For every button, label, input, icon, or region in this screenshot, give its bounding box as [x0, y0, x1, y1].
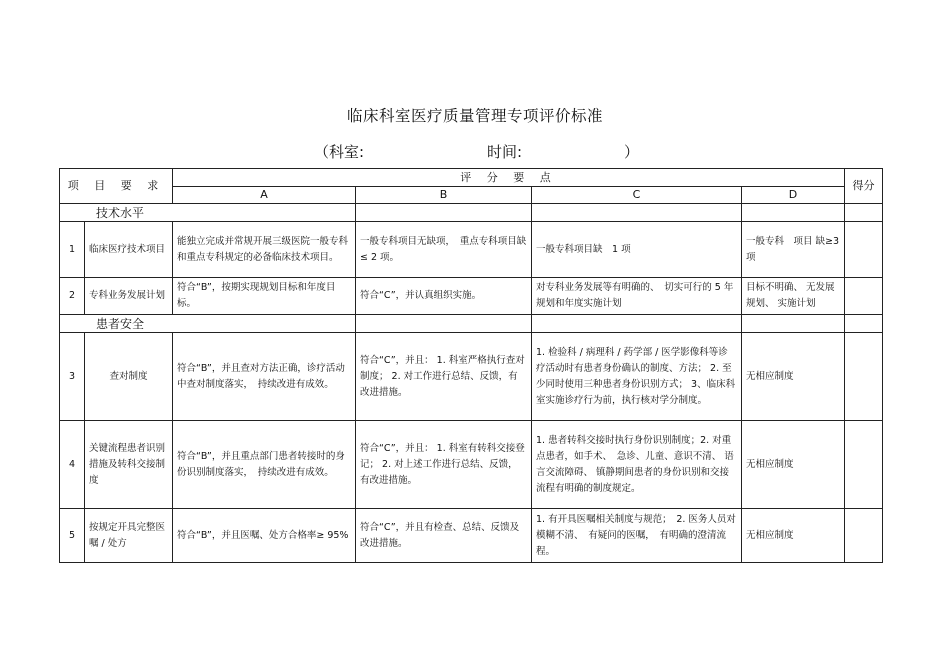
- row-number: 3: [60, 333, 85, 421]
- score-cell[interactable]: [845, 509, 883, 563]
- evaluation-table: [59, 168, 883, 563]
- row-number: 1: [60, 222, 85, 278]
- criteria-header: 评 分 要 点: [173, 169, 845, 187]
- criteria-c-cell: 1. 检验科 / 病理科 / 药学部 / 医学影像科等诊疗活动时有患者身份确认的制度、方法； 2. 至少同时使用三种患者身份识别方式； 3、临床科室实施诊疗行为前，执行核对学分制度。: [532, 333, 742, 421]
- table-row: [60, 333, 883, 421]
- score-header: 得分: [845, 169, 883, 204]
- criteria-d-cell: 无相应制度: [742, 421, 845, 509]
- score-cell[interactable]: [845, 278, 883, 315]
- item-cell: 查对制度: [85, 333, 173, 421]
- criteria-d-cell: 一般专科 项目 缺≥3 项: [742, 222, 845, 278]
- col-b-header: B: [356, 187, 532, 204]
- score-cell[interactable]: [845, 222, 883, 278]
- criteria-d-cell: 无相应制度: [742, 509, 845, 563]
- score-cell[interactable]: [845, 333, 883, 421]
- table-row: [60, 278, 883, 315]
- table-row: [60, 421, 883, 509]
- time-label: 时间:: [487, 143, 523, 161]
- document-title: 临床科室医疗质量管理专项评价标准: [346, 107, 603, 125]
- col-a-header: A: [173, 187, 356, 204]
- criteria-a-cell: 符合“B”，并且查对方法正确，诊疗活动中查对制度落实， 持续改进有成效。: [173, 333, 356, 421]
- header-row-2: [60, 187, 883, 204]
- criteria-a-cell: 符合“B”，并且医嘱、处方合格率≥ 95%: [173, 509, 356, 563]
- criteria-b-cell: 一般专科项目无缺项， 重点专科项目缺≤ 2 项。: [356, 222, 532, 278]
- criteria-b-cell: 符合“C”，并且有检查、总结、反馈及改进措施。: [356, 509, 532, 563]
- criteria-a-cell: 能独立完成并常规开展三级医院一般专科和重点专科规定的必备临床技术项目。: [173, 222, 356, 278]
- item-cell: 临床医疗技术项目: [85, 222, 173, 278]
- criteria-d-cell: 目标不明确、 无发展规划、 实施计划: [742, 278, 845, 315]
- header-row-1: [60, 169, 883, 187]
- section-title: 患者安全: [60, 315, 356, 333]
- row-number: 2: [60, 278, 85, 315]
- criteria-c-cell: 1. 有开具医嘱相关制度与规范； 2. 医务人员对模糊不清、 有疑问的医嘱， 有明确的澄清流程。: [532, 509, 742, 563]
- criteria-d-cell: 无相应制度: [742, 333, 845, 421]
- col-c-header: C: [532, 187, 742, 204]
- col-d-header: D: [742, 187, 845, 204]
- subtitle-close-paren: ）: [624, 143, 640, 161]
- criteria-b-cell: 符合“C”，并认真组织实施。: [356, 278, 532, 315]
- section-row: [60, 204, 883, 222]
- criteria-a-cell: 符合“B”，并且重点部门患者转接时的身份识别制度落实， 持续改进有成效。: [173, 421, 356, 509]
- item-cell: 专科业务发展计划: [85, 278, 173, 315]
- row-number: 4: [60, 421, 85, 509]
- item-cell: 关键流程患者识别措施及转科交接制度: [85, 421, 173, 509]
- criteria-a-cell: 符合“B”，按期实现规划目标和年度目标。: [173, 278, 356, 315]
- section-title: 技术水平: [60, 204, 356, 222]
- section-row: [60, 315, 883, 333]
- table-row: [60, 222, 883, 278]
- department-label: （科室:: [314, 143, 365, 161]
- criteria-b-cell: 符合“C”，并且： 1. 科室有转科交接登记； 2. 对上述工作进行总结、反馈，有改进措施。: [356, 421, 532, 509]
- item-cell: 按规定开具完整医嘱 / 处方: [85, 509, 173, 563]
- row-number: 5: [60, 509, 85, 563]
- criteria-c-cell: 一般专科项目缺 1 项: [532, 222, 742, 278]
- table-row: [60, 509, 883, 563]
- criteria-c-cell: 1. 患者转科交接时执行身份识别制度；2. 对重点患者，如手术、 急诊、儿童、意识不清、 语言交流障碍、 镇静期间患者的身份识别和交接流程有明确的制度规定。: [532, 421, 742, 509]
- criteria-c-cell: 对专科业务发展等有明确的、 切实可行的 5 年规划和年度实施计划: [532, 278, 742, 315]
- score-cell[interactable]: [845, 421, 883, 509]
- criteria-b-cell: 符合“C”，并且： 1. 科室严格执行查对制度； 2. 对工作进行总结、反馈，有改进措施。: [356, 333, 532, 421]
- item-header: 项 目 要 求: [60, 169, 173, 204]
